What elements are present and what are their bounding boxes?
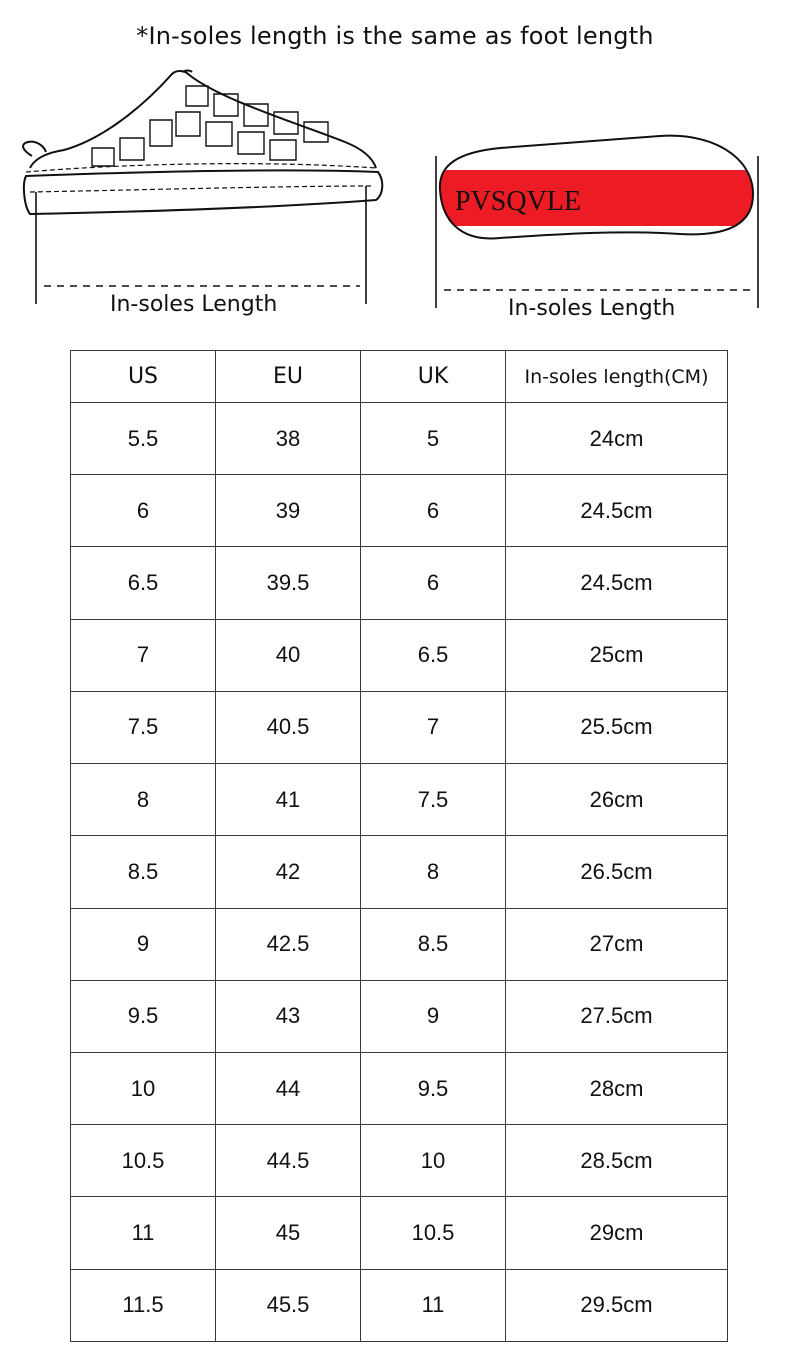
insole-length-cell: 28.5cm: [506, 1125, 728, 1197]
insole-note: *In-soles length is the same as foot length: [136, 22, 654, 50]
eu-size-cell: 45: [216, 1197, 361, 1269]
uk-size-cell: 10.5: [361, 1197, 506, 1269]
us-size-cell: 8: [71, 764, 216, 836]
table-row: [71, 403, 728, 475]
insole-length-cell: 27cm: [506, 908, 728, 980]
us-size-cell: 5.5: [71, 403, 216, 475]
insole-length-cell: 26.5cm: [506, 836, 728, 908]
insole-brand-logo: PVSQVLE: [455, 186, 582, 217]
us-size-cell: 11.5: [71, 1269, 216, 1341]
table-row: [71, 619, 728, 691]
insole-length-cell: 24.5cm: [506, 547, 728, 619]
slipper-side-view-icon: [23, 71, 382, 305]
us-size-cell: 7: [71, 619, 216, 691]
uk-size-cell: 6: [361, 547, 506, 619]
eu-size-cell: 40.5: [216, 691, 361, 763]
header-insole-length: In-soles length(CM): [506, 351, 728, 403]
size-chart-table: [70, 350, 728, 1342]
table-row: [71, 1052, 728, 1124]
eu-size-cell: 38: [216, 403, 361, 475]
uk-size-cell: 9: [361, 980, 506, 1052]
right-insole-length-caption: In-soles Length: [508, 296, 676, 321]
insole-length-cell: 28cm: [506, 1052, 728, 1124]
eu-size-cell: 41: [216, 764, 361, 836]
header-eu: EU: [216, 351, 361, 403]
insole-length-cell: 27.5cm: [506, 980, 728, 1052]
insole-length-cell: 29cm: [506, 1197, 728, 1269]
uk-size-cell: 7.5: [361, 764, 506, 836]
insole-length-cell: 25.5cm: [506, 691, 728, 763]
insole-top-view-icon: [436, 136, 758, 308]
table-row: [71, 475, 728, 547]
insole-length-cell: 29.5cm: [506, 1269, 728, 1341]
us-size-cell: 9.5: [71, 980, 216, 1052]
us-size-cell: 7.5: [71, 691, 216, 763]
table-row: [71, 1197, 728, 1269]
left-insole-length-caption: In-soles Length: [110, 292, 278, 317]
table-row: [71, 691, 728, 763]
us-size-cell: 6: [71, 475, 216, 547]
uk-size-cell: 7: [361, 691, 506, 763]
uk-size-cell: 8: [361, 836, 506, 908]
us-size-cell: 9: [71, 908, 216, 980]
us-size-cell: 8.5: [71, 836, 216, 908]
eu-size-cell: 44.5: [216, 1125, 361, 1197]
eu-size-cell: 39.5: [216, 547, 361, 619]
insole-length-cell: 26cm: [506, 764, 728, 836]
uk-size-cell: 8.5: [361, 908, 506, 980]
uk-size-cell: 10: [361, 1125, 506, 1197]
header-uk: UK: [361, 351, 506, 403]
us-size-cell: 10: [71, 1052, 216, 1124]
table-row: [71, 1125, 728, 1197]
eu-size-cell: 40: [216, 619, 361, 691]
insole-length-cell: 25cm: [506, 619, 728, 691]
uk-size-cell: 5: [361, 403, 506, 475]
us-size-cell: 10.5: [71, 1125, 216, 1197]
eu-size-cell: 43: [216, 980, 361, 1052]
eu-size-cell: 45.5: [216, 1269, 361, 1341]
header-us: US: [71, 351, 216, 403]
us-size-cell: 11: [71, 1197, 216, 1269]
uk-size-cell: 6.5: [361, 619, 506, 691]
insole-length-cell: 24cm: [506, 403, 728, 475]
us-size-cell: 6.5: [71, 547, 216, 619]
eu-size-cell: 39: [216, 475, 361, 547]
table-row: [71, 764, 728, 836]
table-row: [71, 547, 728, 619]
eu-size-cell: 42.5: [216, 908, 361, 980]
table-row: [71, 1269, 728, 1341]
eu-size-cell: 44: [216, 1052, 361, 1124]
uk-size-cell: 6: [361, 475, 506, 547]
table-header-row: [71, 351, 728, 403]
table-row: [71, 980, 728, 1052]
shoe-illustration: [0, 60, 800, 320]
eu-size-cell: 42: [216, 836, 361, 908]
insole-length-cell: 24.5cm: [506, 475, 728, 547]
uk-size-cell: 11: [361, 1269, 506, 1341]
table-row: [71, 836, 728, 908]
uk-size-cell: 9.5: [361, 1052, 506, 1124]
table-row: [71, 908, 728, 980]
